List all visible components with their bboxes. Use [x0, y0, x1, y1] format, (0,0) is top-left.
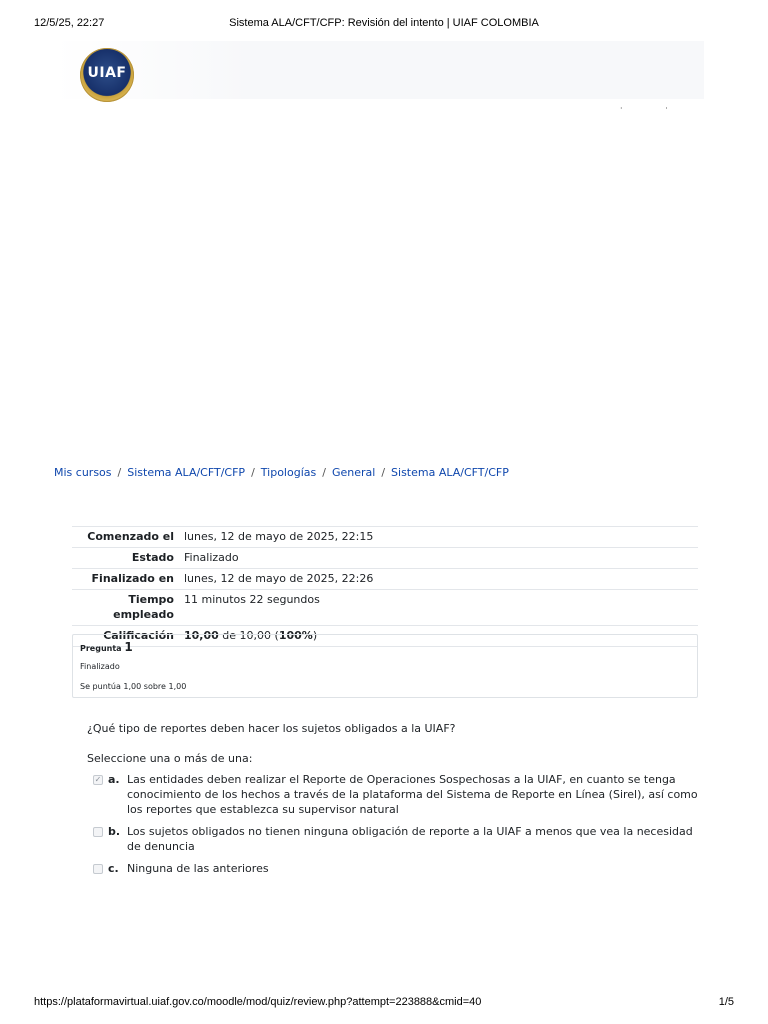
grade-percent: 100% — [278, 629, 313, 642]
answer-option-b — [87, 824, 707, 854]
print-url: https://plataformavirtual.uiaf.gov.co/moodle/mod/quiz/review.php?attempt=223888&cmid=40 — [34, 996, 482, 1008]
breadcrumb-item-general[interactable]: General — [331, 466, 376, 479]
breadcrumb-separator: / — [117, 466, 122, 479]
breadcrumb — [54, 466, 509, 479]
breadcrumb-item-course[interactable]: Sistema ALA/CFT/CFP — [127, 466, 246, 479]
summary-label: Calificación — [103, 629, 174, 642]
logo-band — [54, 41, 704, 99]
question-grade: Se puntúa 1,00 sobre 1,00 — [80, 682, 187, 691]
print-page-title: Sistema ALA/CFT/CFP: Revisión del intento | UIAF COLOMBIA — [229, 17, 539, 29]
summary-label: Comenzado el — [87, 530, 174, 543]
breadcrumb-item-mis-cursos[interactable]: Mis cursos — [54, 466, 112, 479]
summary-value: Finalizado — [184, 551, 239, 564]
question-text: ¿Qué tipo de reportes deben hacer los sujetos obligados a la UIAF? — [87, 722, 456, 735]
answer-letter: c. — [108, 862, 119, 875]
grade-out-of: de 10,00 ( — [218, 629, 279, 642]
print-header — [34, 17, 734, 31]
answer-option-c — [87, 861, 707, 876]
attempt-summary-table — [72, 526, 698, 647]
grade-score: 10,00 — [184, 629, 219, 642]
summary-label: Finalizado en — [91, 572, 174, 585]
question-content — [87, 722, 707, 883]
question-prefix: Pregunta — [80, 644, 122, 653]
answer-letter: b. — [108, 825, 121, 838]
checkbox-icon[interactable] — [93, 827, 103, 837]
print-date: 12/5/25, 22:27 — [34, 17, 105, 29]
answer-letter: a. — [108, 773, 120, 786]
uiaf-seal-icon[interactable] — [80, 48, 134, 102]
checkbox-checked-icon[interactable]: ✓ — [94, 775, 102, 784]
summary-row-state — [72, 547, 698, 568]
answer-text: Las entidades deben realizar el Reporte de Operaciones Sospechosas a la UIAF, en cuanto se tenga conocimiento de los hechos a través de la plataforma del Sistema de Reporte en Línea (Sirel), así como los reportes que establezca su supervisor natural — [127, 773, 698, 816]
header-dots: · · — [620, 104, 688, 113]
answer-text: Los sujetos obligados no tienen ninguna obligación de reporte a la UIAF a menos que vea la necesidad de denuncia — [127, 825, 693, 853]
answer-text: Ninguna de las anteriores — [127, 862, 269, 875]
question-number-value: 1 — [124, 640, 133, 654]
print-page-number: 1/5 — [718, 996, 734, 1008]
question-state: Finalizado — [80, 662, 120, 671]
summary-row-time — [72, 589, 698, 625]
print-footer — [34, 996, 734, 1010]
summary-row-started — [72, 526, 698, 547]
grade-close: ) — [312, 629, 318, 642]
summary-value: 11 minutos 22 segundos — [184, 593, 320, 606]
summary-label: Estado — [131, 551, 174, 564]
checkbox-icon[interactable] — [93, 864, 103, 874]
summary-value: lunes, 12 de mayo de 2025, 22:26 — [184, 572, 374, 585]
answer-prompt: Seleccione una o más de una: — [87, 752, 253, 765]
question-info-box — [72, 634, 698, 698]
breadcrumb-item-quiz[interactable]: Sistema ALA/CFT/CFP — [391, 466, 509, 479]
question-number — [80, 640, 690, 654]
breadcrumb-separator: / — [251, 466, 255, 479]
summary-row-finished — [72, 568, 698, 589]
summary-value: lunes, 12 de mayo de 2025, 22:15 — [184, 530, 374, 543]
breadcrumb-separator: / — [322, 466, 326, 479]
summary-label: Tiempo empleado — [113, 593, 174, 621]
logo-text: UIAF — [87, 65, 127, 81]
breadcrumb-separator: / — [381, 466, 386, 479]
answer-option-a — [87, 772, 707, 817]
breadcrumb-item-tipologias[interactable]: Tipologías — [260, 466, 317, 479]
